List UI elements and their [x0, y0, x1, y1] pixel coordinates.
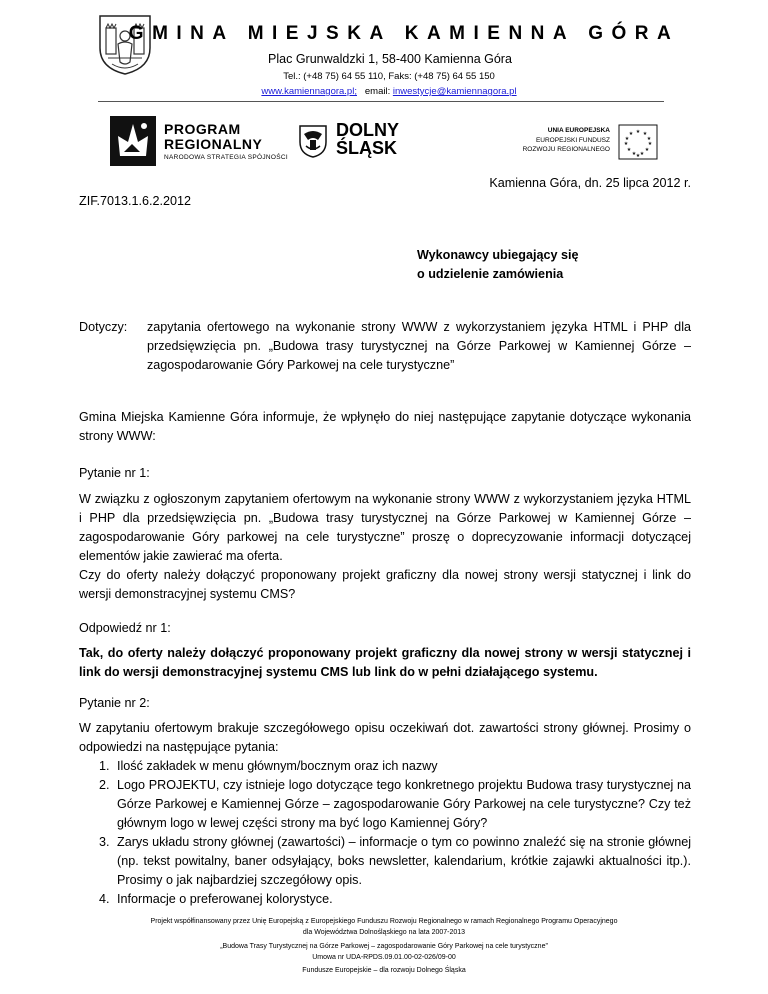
recipient-line1: Wykonawcy ubiegający się [417, 248, 579, 262]
recipient-line2: o udzielenie zamówienia [417, 267, 564, 281]
eu-flag-icon [618, 124, 658, 160]
region-logo-line2: ŚLĄSK [336, 138, 398, 158]
footer-line3: „Budowa Trasy Turystycznej na Górze Parkowej – zagospodarowanie Góry Parkowej na cele turystyczne” [220, 943, 548, 950]
answer-1-heading: Odpowiedź nr 1: [79, 621, 171, 635]
svg-text:★: ★ [626, 147, 632, 153]
program-logo-line2: REGIONALNY [164, 136, 263, 152]
municipality-contact-links [0, 86, 768, 97]
website-link[interactable]: www.kamiennagora.pl; [261, 86, 357, 97]
funding-logos-strip [110, 116, 658, 166]
municipality-address: Plac Grunwaldzki 1, 58-400 Kamienna Góra [268, 52, 512, 66]
question-2-intro: W zapytaniu ofertowym brakuje szczegółowego opisu oczekiwań dot. zawartości strony głównej. Prosimy o odpowiedzi na następujące pytania: [79, 721, 691, 754]
eu-logo-line1: UNIA EUROPEJSKA [547, 127, 610, 134]
svg-text:★: ★ [642, 131, 648, 137]
header-divider [98, 101, 664, 102]
svg-text:★: ★ [639, 151, 645, 157]
region-logo-line1: DOLNY [336, 120, 399, 140]
question-2-heading: Pytanie nr 2: [79, 696, 150, 710]
municipality-title: GMINA MIEJSKA KAMIENNA GÓRA [128, 23, 680, 44]
lower-silesia-eagle-icon [298, 124, 328, 158]
reference-number: ZIF.7013.1.6.2.2012 [79, 194, 192, 208]
answer-1-text: Tak, do oferty należy dołączyć proponowany projekt graficzny dla nowej strony w wersji statycznej i link do wersji demonstracyjnej systemu CMS lub link do w pełni działającego systemu. [79, 646, 691, 679]
footer-line4: Umowa nr UDA-RPDS.09.01.00-02-026/09-00 [312, 954, 456, 961]
svg-text:★: ★ [635, 153, 641, 159]
question-2-list [79, 757, 691, 909]
footer-line2: dla Województwa Dolnośląskiego na lata 2007-2013 [302, 929, 466, 936]
subject-label: Dotyczy: [79, 320, 128, 334]
footer-line1: Projekt współfinansowany przez Unię Europejską z Europejskiego Funduszu Rozwoju Regionalnego w ramach Regionalnego Programu Operacyjnego [150, 918, 618, 925]
question-1-text-b: Czy do oferty należy dołączyć proponowany projekt graficzny dla nowej strony wersji statycznej i link do wersji demonstracyjnej systemu CMS? [79, 568, 691, 601]
svg-text:★: ★ [631, 151, 637, 157]
svg-text:★: ★ [628, 131, 634, 137]
svg-text:★: ★ [646, 136, 652, 142]
program-logo-line3: NARODOWA STRATEGIA SPÓJNOŚCI [164, 154, 288, 161]
list-item: 3. Zarys układu strony głównej (zawartości) – informacje o tym co powinno znaleźć się na stronie głównej (np. tekst powitalny, baner odsyłający, boks newsletter, kalendarium, krótkie zajawki aktualności itp.). Prosimy o jak najbardziej szczegółowy opis. [113, 833, 691, 890]
eu-logo-line2: EUROPEJSKI FUNDUSZ [535, 137, 610, 144]
list-item: 1. Ilość zakładek w menu głównym/bocznym oraz ich nazwy [113, 757, 691, 776]
subject-block [79, 318, 691, 375]
svg-text:★: ★ [624, 136, 630, 142]
municipality-phone: Tel.: (+48 75) 64 55 110, Faks: (+48 75) 64 55 150 [283, 71, 495, 82]
eu-logo-line3: ROZWOJU REGIONALNEGO [522, 146, 610, 153]
email-label: email: [364, 86, 391, 97]
list-item: 4. Informacje o preferowanej kolorystyce. [113, 890, 691, 909]
list-item: 2. Logo PROJEKTU, czy istnieje logo dotyczące tego konkretnego projektu Budowa trasy turystycznej na Górze Parkowej e Kamiennej Górze – zagospodarowanie Góry Parkowej na cele turystyczne? Czy też głównym logo w lewej części strony ma być logo Kamiennej Góry? [113, 776, 691, 833]
program-logo-line1: PROGRAM [164, 121, 241, 137]
footer-line5: Fundusze Europejskie – dla rozwoju Dolnego Śląska [302, 967, 466, 974]
place-and-date: Kamienna Góra, dn. 25 lipca 2012 r. [489, 176, 691, 190]
svg-text:★: ★ [623, 141, 629, 147]
email-link[interactable]: inwestycje@kamiennagora.pl [392, 86, 517, 97]
subject-text: zapytania ofertowego na wykonanie strony WWW z wykorzystaniem języka HTML i PHP dla przedsięwzięcia pn. „Budowa trasy turystycznej na Górze Parkowej w Kamiennej Górze – zagospodarowanie Góry Parkowej na cele turystyczne” [147, 320, 691, 372]
question-1-text-a: W związku z ogłoszonym zapytaniem ofertowym na wykonanie strony WWW z wykorzystaniem języka HTML i PHP dla przedsięwzięcia pn. „Budowa trasy turystycznej na Górze Parkowej w Kamiennej Górze – zagospodarowanie Góry parkowej na cele turystyczne” proszę o doprecyzowanie informacji dotyczącej elementów jakie zawierać ma oferta. [79, 492, 691, 563]
svg-text:★: ★ [644, 147, 650, 153]
svg-text:★: ★ [635, 129, 641, 135]
svg-text:★: ★ [647, 141, 653, 147]
program-regionalny-star-icon [110, 116, 156, 166]
intro-paragraph: Gmina Miejska Kamienne Góra informuje, że wpłynęło do niej następujące zapytanie dotyczące wykonania strony WWW: [79, 410, 691, 443]
question-1-heading: Pytanie nr 1: [79, 466, 150, 480]
question-2-list-wrapper [79, 757, 691, 909]
